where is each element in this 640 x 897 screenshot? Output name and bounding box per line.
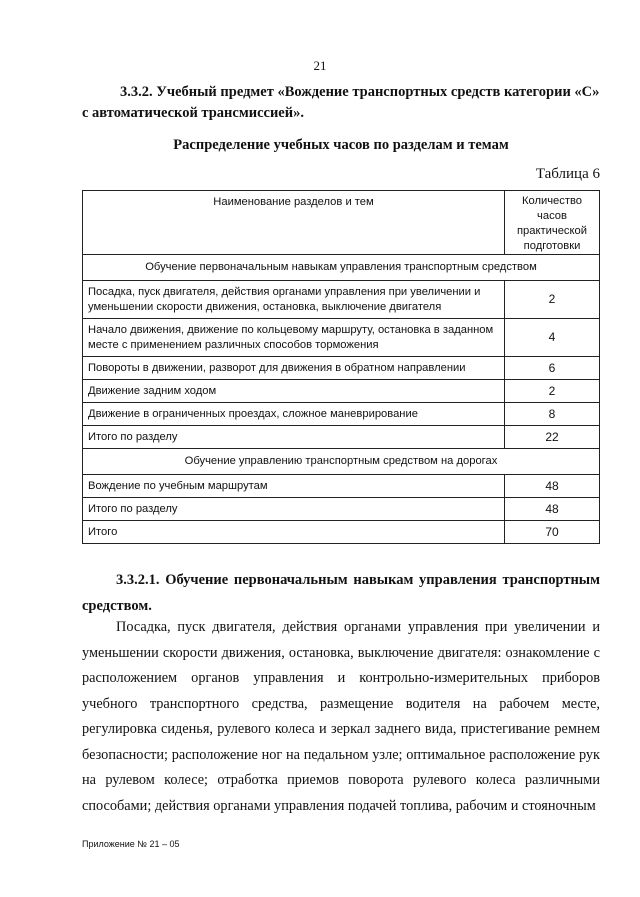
- subsection-heading: [82, 567, 600, 619]
- subtotal-value: 22: [505, 426, 600, 449]
- topic-cell: Движение в ограниченных проездах, сложное маневрирование: [83, 403, 505, 426]
- subtotal-label: Итого по разделу: [83, 498, 505, 521]
- group2-title: Обучение управлению транспортным средством на дорогах: [83, 449, 600, 475]
- topic-cell: Начало движения, движение по кольцевому маршруту, остановка в заданном месте с применением различных способов торможения: [83, 319, 505, 357]
- hours-cell: 2: [505, 380, 600, 403]
- topic-cell: Вождение по учебным маршрутам: [83, 475, 505, 498]
- subtotal-value: 48: [505, 498, 600, 521]
- section-heading: [82, 82, 600, 124]
- hours-cell: 2: [505, 281, 600, 319]
- paragraph-text: Посадка, пуск двигателя, действия органами управления при увеличении и уменьшении скорости движения, остановка, выключение двигателя: ознакомление с расположением органов управления и контрольно-измерительных приборов учебного транспортного средства, размещение водителя на рабочем месте, регулировка сиденья, рулевого колеса и зеркал заднего вида, пристегивание ремнем безопасности; расположение ног на педальном узле; оптимальное расположение рук на рулевом колесе; отработка приемов поворота рулевого колеса различными способами; действия органами управления подачей топлива, рабочим и стояночным: [82, 619, 600, 814]
- hours-cell: 4: [505, 319, 600, 357]
- topic-cell: Движение задним ходом: [83, 380, 505, 403]
- header-hours: Количество часов практической подготовки: [505, 191, 600, 255]
- subsection-heading-line1: 3.3.2.1. Обучение первоначальным навыкам управления транспортным: [116, 572, 600, 588]
- grand-total-row: [83, 521, 600, 544]
- body-paragraph: [82, 615, 600, 819]
- table-row: [83, 380, 600, 403]
- group-row: [83, 255, 600, 281]
- section-heading-line2: с автоматической трансмиссией».: [82, 105, 304, 121]
- topic-cell: Повороты в движении, разворот для движения в обратном направлении: [83, 357, 505, 380]
- table-header-row: [83, 191, 600, 255]
- table-row: [83, 403, 600, 426]
- table-row: [83, 281, 600, 319]
- table-row: [83, 357, 600, 380]
- section-heading-line1: 3.3.2. Учебный предмет «Вождение транспортных средств категории «С»: [120, 84, 600, 100]
- group1-title: Обучение первоначальным навыкам управления транспортным средством: [83, 255, 600, 281]
- hours-table: [82, 190, 600, 544]
- table-number: Таблица 6: [535, 166, 600, 182]
- header-name: Наименование разделов и тем: [83, 191, 505, 255]
- table-row: [83, 319, 600, 357]
- grand-total-label: Итого: [83, 521, 505, 544]
- grand-total-value: 70: [505, 521, 600, 544]
- subtotal-label: Итого по разделу: [83, 426, 505, 449]
- footer-note: Приложение № 21 – 05: [82, 839, 180, 849]
- hours-cell: 8: [505, 403, 600, 426]
- hours-cell: 48: [505, 475, 600, 498]
- group-row: [83, 449, 600, 475]
- topic-cell: Посадка, пуск двигателя, действия органами управления при увеличении и уменьшении скорости движения, остановка, выключение двигателя: [83, 281, 505, 319]
- table-row: [83, 475, 600, 498]
- hours-cell: 6: [505, 357, 600, 380]
- subsection-heading-line2: средством.: [82, 598, 152, 614]
- page-number: 21: [313, 58, 327, 73]
- subtotal-row: [83, 426, 600, 449]
- subtotal-row: [83, 498, 600, 521]
- table-title: Распределение учебных часов по разделам и темам: [173, 137, 509, 153]
